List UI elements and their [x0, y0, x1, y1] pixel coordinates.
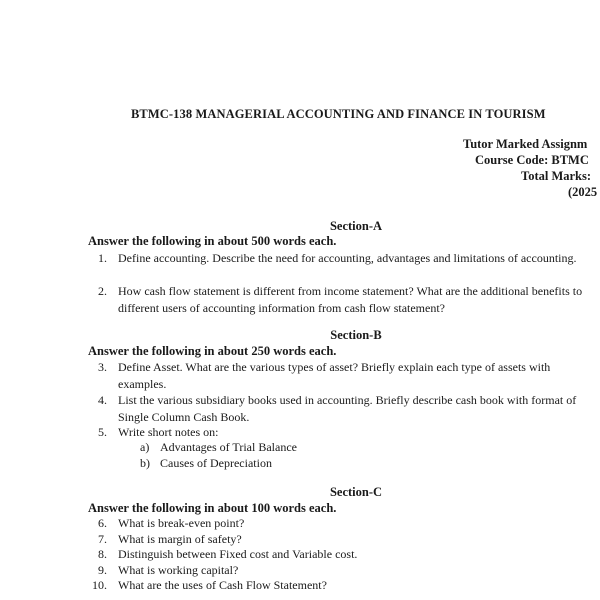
sub-item-label: a)	[140, 440, 150, 454]
assignment-label: Tutor Marked Assignm	[463, 137, 588, 151]
question-item	[92, 577, 592, 594]
section-c-heading: Section-C	[329, 485, 383, 499]
question-text: What is break-even point?	[118, 516, 245, 530]
question-text: What are the uses of Cash Flow Statement?	[118, 578, 327, 592]
question-number: 8.	[98, 547, 107, 561]
question-text: Define Asset. What are the various types of asset? Briefly explain each type of assets with examples.	[118, 360, 551, 391]
question-number: 4.	[98, 393, 107, 407]
sub-item-text: Advantages of Trial Balance	[160, 440, 297, 454]
question-text: How cash flow statement is different from income statement? What are the additional benefits to different users of accounting information from cash flow statement?	[118, 284, 583, 315]
question-text: Define accounting. Describe the need for accounting, advantages and limitations of accounting.	[118, 251, 577, 265]
section-b-instruction: Answer the following in about 250 words each.	[88, 344, 337, 358]
question-item	[98, 546, 598, 563]
question-item	[98, 392, 598, 425]
course-code: Course Code: BTMC	[475, 153, 589, 167]
question-number: 6.	[98, 516, 107, 530]
section-c-instruction: Answer the following in about 100 words each.	[88, 501, 337, 515]
question-number: 9.	[98, 563, 107, 577]
question-item	[98, 283, 598, 316]
sub-item-text: Causes of Depreciation	[160, 456, 272, 470]
question-text: What is margin of safety?	[118, 532, 242, 546]
question-item	[98, 515, 598, 532]
question-item	[98, 359, 598, 392]
section-a-heading: Section-A	[329, 219, 383, 233]
question-number: 5.	[98, 425, 107, 439]
sub-item	[140, 440, 297, 455]
question-number: 3.	[98, 360, 107, 374]
question-number: 7.	[98, 532, 107, 546]
sub-item	[140, 456, 272, 471]
sub-item-label: b)	[140, 456, 150, 470]
question-text: List the various subsidiary books used in accounting. Briefly describe cash book with format of Single Column Cash Book.	[118, 393, 577, 424]
question-number: 10.	[92, 578, 107, 592]
question-number: 1.	[98, 251, 107, 265]
question-text: Distinguish between Fixed cost and Variable cost.	[118, 547, 358, 561]
question-item	[98, 424, 598, 441]
question-text: Write short notes on:	[118, 425, 219, 439]
section-b-heading: Section-B	[330, 328, 382, 342]
question-text: What is working capital?	[118, 563, 239, 577]
question-number: 2.	[98, 284, 107, 298]
document-title: BTMC-138 MANAGERIAL ACCOUNTING AND FINANCE IN TOURISM	[131, 107, 546, 121]
question-item	[98, 250, 598, 267]
section-a-instruction: Answer the following in about 500 words each.	[88, 234, 337, 248]
total-marks: Total Marks:	[521, 169, 592, 183]
year: (2025	[568, 185, 598, 199]
